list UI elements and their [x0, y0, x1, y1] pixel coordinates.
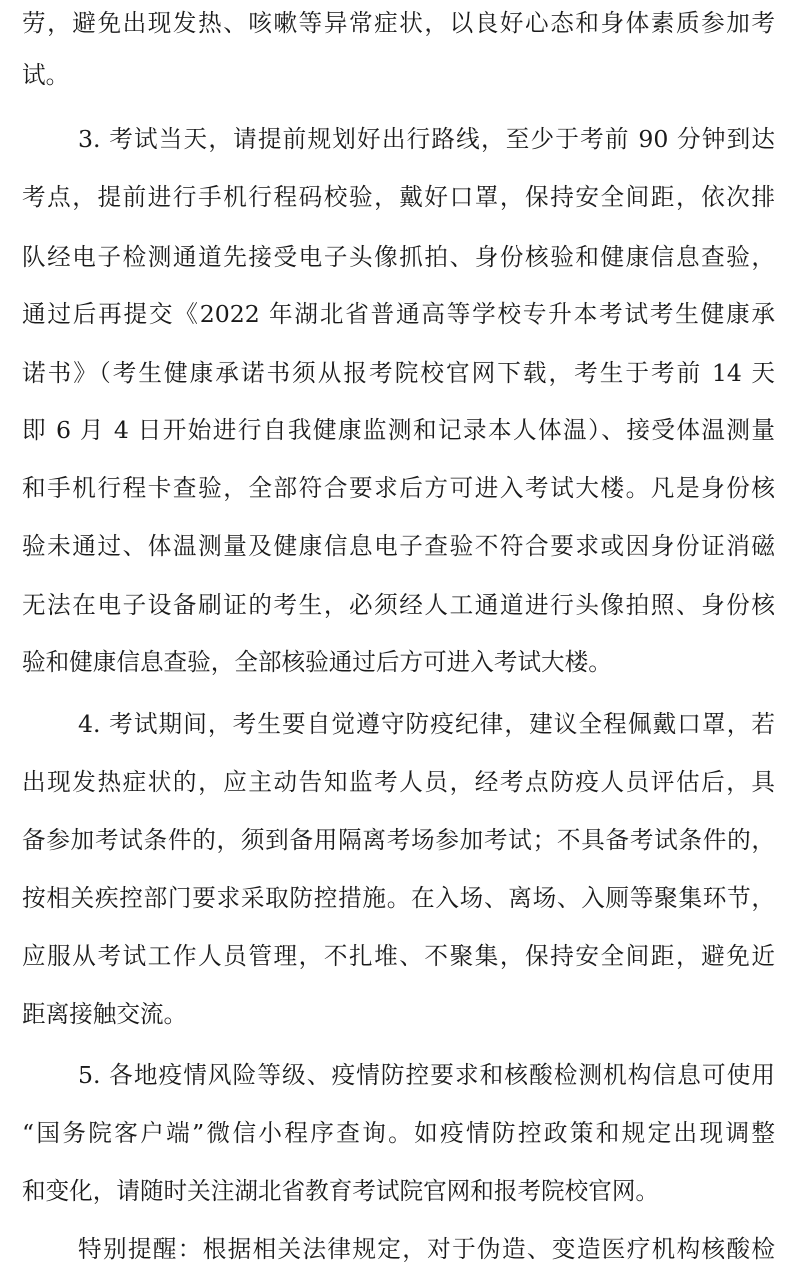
text-line: 考点，提前进行手机行程码校验，戴好口罩，保持安全间距，依次排 — [22, 183, 775, 211]
text-line: 验未通过、体温测量及健康信息电子查验不符合要求或因身份证消磁 — [22, 532, 775, 560]
special-reminder-line: 特别提醒：根据相关法律规定，对于伪造、变造医疗机构核酸检 — [78, 1235, 775, 1263]
text-line: “国务院客户端”微信小程序查询。如疫情防控政策和规定出现调整 — [22, 1119, 775, 1147]
text-line: 队经电子检测通道先接受电子头像抓拍、身份核验和健康信息查验， — [22, 243, 775, 271]
text-line: 应服从考试工作人员管理，不扎堆、不聚集，保持安全间距，避免近 — [22, 942, 775, 970]
paragraph-3-start: 3. 考试当天，请提前规划好出行路线，至少于考前 90 分钟到达 — [78, 125, 775, 153]
paragraph-5-start: 5. 各地疫情风险等级、疫情防控要求和核酸检测机构信息可使用 — [78, 1061, 775, 1089]
text-line: 即 6 月 4 日开始进行自我健康监测和记录本人体温）、接受体温测量 — [22, 416, 775, 444]
text-line: 和手机行程卡查验，全部符合要求后方可进入考试大楼。凡是身份核 — [22, 474, 775, 502]
text-line: 试。 — [22, 61, 70, 89]
text-line: 验和健康信息查验，全部核验通过后方可进入考试大楼。 — [22, 648, 612, 676]
text-line: 诺书》（考生健康承诺书须从报考院校官网下载，考生于考前 14 天 — [22, 359, 775, 387]
text-line: 备参加考试条件的，须到备用隔离考场参加考试；不具备考试条件的， — [22, 826, 775, 854]
text-line: 通过后再提交《2022 年湖北省普通高等学校专升本考试考生健康承 — [22, 300, 775, 328]
text-line: 出现发热症状的，应主动告知监考人员，经考点防疫人员评估后，具 — [22, 768, 775, 796]
text-line: 和变化，请随时关注湖北省教育考试院官网和报考院校官网。 — [22, 1177, 660, 1205]
paragraph-4-start: 4. 考试期间，考生要自觉遵守防疫纪律，建议全程佩戴口罩，若 — [78, 710, 775, 738]
text-line: 按相关疾控部门要求采取防控措施。在入场、离场、入厕等聚集环节， — [22, 884, 775, 912]
text-line: 无法在电子设备刷证的考生，必须经人工通道进行头像拍照、身份核 — [22, 591, 775, 619]
text-line: 劳，避免出现发热、咳嗽等异常症状，以良好心态和身体素质参加考 — [22, 9, 775, 37]
text-line: 距离接触交流。 — [22, 1000, 188, 1028]
